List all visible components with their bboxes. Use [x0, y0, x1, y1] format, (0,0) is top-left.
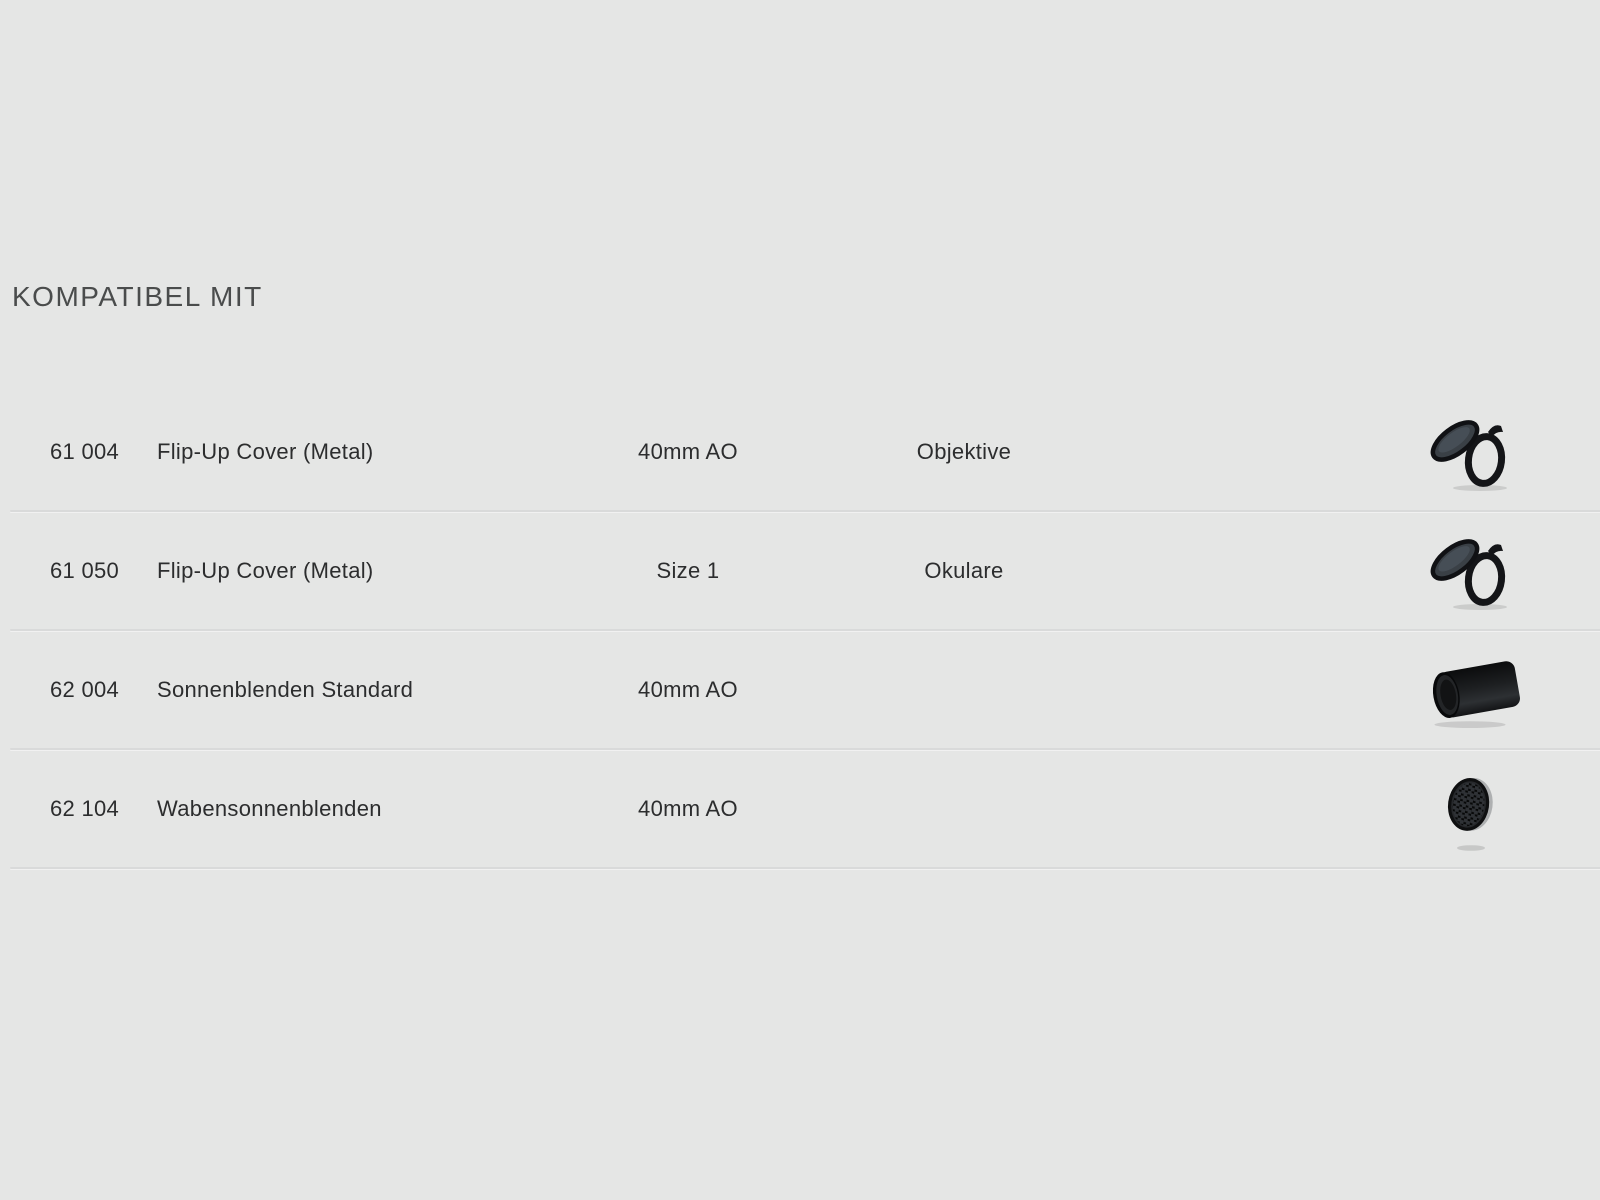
product-category — [874, 631, 1054, 748]
honeycomb-sunshade-icon — [1434, 763, 1506, 855]
table-row[interactable] — [0, 631, 1600, 750]
product-size: 40mm AO — [638, 795, 738, 821]
article-number: 61 050 — [50, 557, 120, 583]
product-image[interactable] — [1420, 631, 1520, 748]
article-number: 62 004 — [50, 676, 120, 702]
flip-up-cover-icon — [1422, 529, 1518, 613]
lens-hood-icon — [1420, 647, 1520, 733]
table-row[interactable] — [0, 750, 1600, 869]
product-size: 40mm AO — [638, 438, 738, 464]
product-name: Flip-Up Cover (Metal) — [157, 557, 374, 583]
table-row[interactable] — [0, 512, 1600, 631]
product-name: Sonnenblenden Standard — [157, 676, 414, 702]
product-size: Size 1 — [656, 557, 720, 583]
compatibility-table — [0, 393, 1600, 869]
product-category: Okulare — [924, 557, 1004, 583]
product-image[interactable] — [1420, 393, 1520, 510]
product-name: Flip-Up Cover (Metal) — [157, 438, 374, 464]
product-size: 40mm AO — [638, 676, 738, 702]
table-row[interactable] — [0, 393, 1600, 512]
flip-up-cover-icon — [1422, 410, 1518, 494]
article-number: 61 004 — [50, 438, 120, 464]
section-title: KOMPATIBEL MIT — [12, 281, 263, 312]
product-image[interactable] — [1420, 512, 1520, 629]
product-category — [874, 750, 1054, 867]
product-name: Wabensonnenblenden — [157, 795, 382, 821]
product-category: Objektive — [916, 438, 1012, 464]
product-image[interactable] — [1420, 750, 1520, 867]
article-number: 62 104 — [50, 795, 120, 821]
